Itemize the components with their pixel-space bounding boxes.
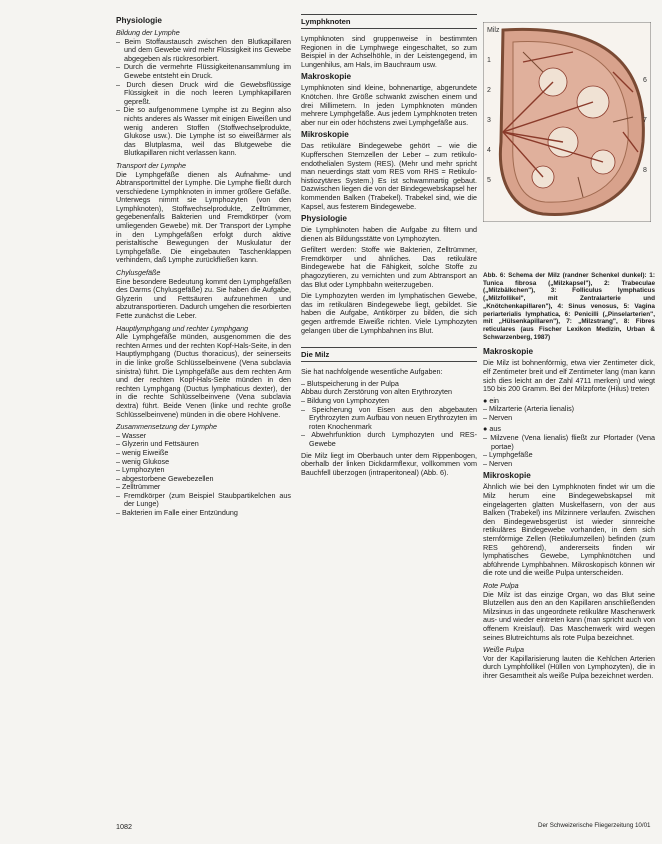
list-item: – wenig Eiweiße	[116, 447, 169, 457]
section-heading-milz: Die Milz	[301, 347, 477, 362]
figure-number-label: 1	[487, 57, 491, 64]
figure-caption: Abb. 6: Schema der Milz (randner Schenkel dunkel): 1: Tunica fibrosa („Milzkapsel"), 2: Trabeculae („Milzbälkchen"), 3: Folliculus lymphaticus („Milzfollikel", mit Zentralarterie und „Knötchenkapillaren"), 4: Sinus venosus, 5: Vagina periarterialis lymphatica, 6: Penicilli („Pinselarterien", mit „Hülsenkapillaren"), 7: „Milzstrang", 8: Fibres reticulares (aus Fischer Lexikon Medizin, Urban & Schwarzenberg, 1987)	[483, 272, 655, 341]
paragraph-hauptlymphgang: Alle Lymphgefäße münden, ausgenommen die des rechten Armes und der rechten Kopf-Hals-Seite, in den Hauptlymphgang (Ductus thoracicus), der seinerseits in die linke große Schlüsselbeinvene (Vena subclavia sinistra) führt. Die Lymphgefäße aus dem rechten Arm und der rechten Kopf-Hals-Seite münden in den rechten Lymphgang (Ductus lymphaticus dexter), der in die rechte Schlüsselbeinvene (Vena subclavia dextra) führt. Beide Venen (linke und rechte große Schlüsselbeinvene) münden in die obere Hohlvene.	[116, 332, 291, 419]
list-item: – Nerven	[483, 458, 513, 468]
list-hilus-ein-label: ● ein	[483, 395, 499, 405]
list-item: – Wasser	[116, 430, 147, 440]
section-heading-lymphknoten: Lymphknoten	[301, 14, 477, 29]
heading-mikroskopie: Mikroskopie	[301, 130, 349, 140]
list-zusammensetzung	[116, 432, 291, 518]
list-item: – Milzvene (Vena lienalis) fließt zur Pfortader (Vena portae)	[483, 433, 655, 451]
list-milz-aufgaben	[301, 380, 477, 449]
subheading-bildung: Bildung der Lymphe	[116, 28, 180, 37]
paragraph-milz-lage: Die Milz liegt im Oberbauch unter dem Rippenbogen, oberhalb der linken Dickdarmflexur, vollkommen vom Bauchfell überzogen (intraperitoneal) (Abb. 6).	[301, 450, 477, 477]
section-heading-physiologie: Physiologie	[116, 16, 162, 25]
footer-source: Der Schweizerische Fliegerzeitung 10/01	[538, 822, 651, 829]
subheading-transport: Transport der Lymphe	[116, 160, 187, 170]
paragraph-physiologie-3: Die Lymphozyten werden im lymphatischen Gewebe, das im retikulären Bindegewebe liegt, gebildet. Sie haben die Aufgabe, Antikörper zu bilden, die sich gegen artfremde Eiweiße richten. Viele Lymphozyten gelangen über die Lymphbahnen ins Blut.	[301, 291, 477, 335]
paragraph-milz-makroskopie: Die Milz ist bohnenförmig, etwa vier Zentimeter dick, elf Zentimeter breit und elf Zentimeter lang (man kann sich dies leicht an der Zahl 4711 merken) und wiegt 150 bis 200 Gramm. Bei der Milzpforte (Hilus) treten	[483, 358, 655, 394]
list-item: – Blutspeicherung in der Pulpa	[301, 378, 399, 388]
spleen-diagram	[483, 22, 651, 268]
subheading-rote-pulpa: Rote Pulpa	[483, 580, 519, 590]
list-item: – Zelltrümmer	[116, 482, 161, 492]
paragraph-chylus: Eine besondere Bedeutung kommt den Lymphgefäßen des Darms (Chylusgefäße) zu. Sie haben die Aufgabe, Glyzerin und Fettsäuren aufzunehmen und abzutransportieren. Dadurch umgehen die resorbierten Fette zunächst die Leber.	[116, 276, 291, 320]
list-item: – Milzarterie (Arteria lienalis)	[483, 404, 575, 414]
list-item: – Fremdkörper (zum Beispiel Staubpartikelchen aus der Lunge)	[116, 490, 291, 509]
list-item: – Abwehrfunktion durch Lymphozyten und RES-Gewebe	[301, 430, 477, 448]
list-bildung	[116, 38, 291, 158]
heading-makroskopie: Makroskopie	[301, 72, 352, 82]
paragraph-weisse-pulpa: Vor der Kapillarisierung lauten die Kehlchen Arterien durch Lymphfollikel (Hüllen von Lymphozyten), die in ihrer Gesamtheit als weiße Pulpa bezeichnet werden.	[483, 653, 655, 680]
figure-number-label: 6	[643, 77, 647, 84]
list-item: – Bildung von Lymphozyten	[301, 396, 390, 405]
list-item: – Nerven	[483, 412, 513, 422]
subheading-hauptlymphgang: Hauptlymphgang und rechter Lymphgang	[116, 323, 249, 333]
figure-corner-label: Milz	[487, 27, 500, 34]
column-middle	[301, 14, 477, 480]
figure-number-label: 8	[643, 167, 647, 174]
figure-number-label: 3	[487, 117, 491, 124]
list-item: – Lymphozyten	[116, 465, 165, 475]
list-item: – Speicherung von Eisen aus den abgebauten Erythrozyten zum Aufbau von neuen Erythrozyten im roten Knochenmark	[301, 404, 477, 431]
paragraph-rote-pulpa: Die Milz ist das einzige Organ, wo das Blut seine Blutzellen aus den an den Kapillaren anschließenden Milzsinus in das ungeordnete retikuläre Maschenwerk aus- und wieder eintreten kann (man spricht auch von offenem Kreislauf). Das Maschenwerk wird wegen seines Blutreichtums als rote Pulpa bezeichnet.	[483, 589, 655, 642]
list-item: – Durch die vermehrte Flüssigkeitenansammlung im Gewebe entsteht ein Druck.	[116, 62, 291, 80]
list-hilus-ein	[483, 405, 655, 422]
paragraph-transport: Die Lymphgefäße dienen als Aufnahme- und Abtransportmittel der Lymphe. Die Lymphe fließt durch verschiedene Lymphknoten in immer größere Gefäße. Unterwegs nimmt sie Lymphozyten (von den Lymphknoten), Stoffwechselprodukte, Zelltrümmer, gegebenenfalls Bakterien und Fremdkörper (vom umliegenden Gewebe) mit. Der Transport der Lymphe in den Lymphgefäßen erfolgt durch aktive peristaltische Bewegungen der Muskulatur der Lymphgefäße. Die eingebauten Taschenklappen verhindern, daß Lymphe zurückfließen kann.	[116, 169, 291, 265]
heading-milz-mikroskopie: Mikroskopie	[483, 471, 531, 481]
subheading-weisse-pulpa: Weiße Pulpa	[483, 645, 525, 655]
list-item: – Bakterien im Falle einer Entzündung	[116, 508, 238, 518]
paragraph-makroskopie: Lymphknoten sind kleine, bohnenartige, abgerundete Knötchen. Ihre Größe schwankt zwischen einem und drei Millimetern. In jeden Lymphknoten münden mehrere Lymphgefäße. Aus jedem Lymphknoten treten aber nur ein oder höchstens zwei Lymphgefäße aus.	[301, 83, 477, 127]
figure-number-label: 5	[487, 177, 491, 184]
spleen-illustration	[483, 22, 651, 222]
page-number: 1082	[116, 822, 132, 831]
list-item: – Lymphgefäße	[483, 450, 533, 460]
list-item: – Durch diesen Druck wird die Gewebsflüssige Flüssigkeit in die noch leeren Lymphkapillaren gepreßt.	[116, 79, 291, 106]
paragraph-mikroskopie: Das retikuläre Bindegewebe gehört – wie die Kupfferschen Sternzellen der Leber – zum retikulo-endothelialen System (RES). (Mehr und mehr spricht man neuerdings statt vom RES vom RHS = Retikulo-histiozytäres System.) Es ist schwammartig gebaut. Dazwischen liegen die von der Bindegewebskapsel her kommenden Balken (Trabekel). Trabekel sind, wie die Kapsel, aus festerem Bindegewebe.	[301, 141, 477, 211]
subheading-zusammensetzung: Zusammensetzung der Lymphe	[116, 422, 217, 432]
heading-milz-makroskopie: Makroskopie	[483, 347, 534, 357]
list-hilus-aus-label: ● aus	[483, 424, 501, 434]
list-item: – Die so aufgenommene Lymphe ist zu Beginn also nichts anderes als Wasser mit einigen Eiweißen und wenig anderen Stoffen (Stoffwechselprodukte, Glukose usw.). Die Lymphe ist so eiweißärmer als das Blutplasma, weil das Blutgewebe die Blutkapillaren nicht verlassen kann.	[116, 105, 291, 158]
list-item: – abgestorbene Gewebezellen	[116, 473, 214, 483]
figure-number-label: 2	[487, 87, 491, 94]
figure-number-label: 7	[643, 117, 647, 124]
paragraph-lymphknoten-intro: Lymphknoten sind gruppenweise in bestimmten Regionen in die Lymphwege eingeschaltet, so zum Beispiel in der Achselhöhle, in der Leistengegend, im Lungenhilus, am Hals, im Bauchraum usw.	[301, 34, 477, 69]
paragraph-milz-aufgaben: Sie hat nachfolgende wesentliche Aufgaben:	[301, 367, 443, 377]
list-item: Abbau durch Zerstörung von alten Erythrozyten	[301, 387, 453, 397]
subheading-chylus: Chylusgefäße	[116, 268, 161, 278]
heading-physiologie: Physiologie	[301, 214, 347, 224]
column-right	[483, 14, 655, 684]
column-left	[116, 14, 291, 521]
list-item: – wenig Glukose	[116, 456, 170, 466]
list-hilus-aus	[483, 434, 655, 468]
list-item: – Glyzerin und Fettsäuren	[116, 439, 199, 449]
list-item: – Beim Stoffaustausch zwischen den Blutkapillaren und dem Gewebe wird mehr Flüssigkeit ins Gewebe abgegeben als rückresorbiert.	[116, 36, 291, 63]
paragraph-physiologie-1: Die Lymphknoten haben die Aufgabe zu filtern und dienen als Bildungsstätte von Lymphozyten.	[301, 225, 477, 243]
paragraph-physiologie-2: Gefiltert werden: Stoffe wie Bakterien, Zelltrümmer, Fremdkörper und ähnliches. Das retikuläre Bindegewebe hat die Fähigkeit, solche Stoffe zu phagozytieren, zu vernichten und zum Abtransport an das Blut oder Lymphbahn weiterzugeben.	[301, 245, 477, 289]
paragraph-milz-mikroskopie: Ähnlich wie bei den Lymphknoten findet wir um die Milz herum eine Bindegewebskapsel mit eingelagerten glatten Muskelfasern, von der aus Balken (Trabekel) ins Milzinnere verlaufen. Zwischen den Bindegewebsgerüst ist wieder sinnreiche retikuläres Bindegewebe vorhanden, in dem sich sternförmige Zellen (Retikulumzellen) befinden (zum RES gehörend), andererseits finden wir lymphatisches Gewebe, Lymphknötchen und abführende Lymphbahnen. Mikroskopisch können wir die rote und die weiße Pulpa unterscheiden.	[483, 482, 655, 578]
figure-number-label: 4	[487, 147, 491, 154]
